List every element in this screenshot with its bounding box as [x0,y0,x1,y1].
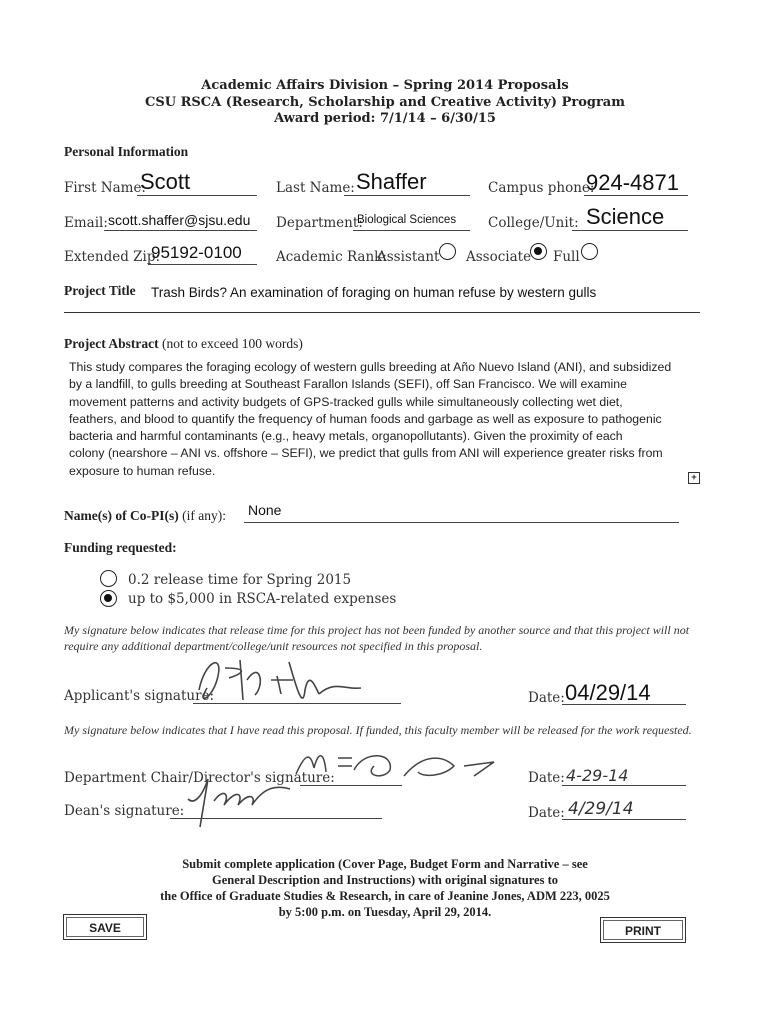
chair-signature-label: Department Chair/Director's signature: [64,770,335,786]
college-unit-label: College/Unit: [488,215,579,231]
funding-requested-label: Funding requested: [64,540,177,555]
form-title: Academic Affairs Division – Spring 2014 Proposals [201,78,569,93]
last-name-value: Shaffer [356,169,427,194]
co-pi-value: None [248,502,282,518]
first-name-label: First Name: [64,180,146,196]
abstract-line: exposure to human refuse. [69,463,216,478]
applicant-date-value: 04/29/14 [565,680,651,705]
abstract-line: bacteria and harmful contaminants (e.g., heavy metals, organopollutants). Given the proximity of each [69,429,623,444]
first-name-value: Scott [140,169,191,194]
submission-instructions-line4: by 5:00 p.m. on Tuesday, April 29, 2014. [278,905,492,919]
applicant-signature-scrawl-icon [185,650,375,710]
funding-release-time-radio[interactable] [100,570,117,587]
applicant-date-label: Date: [528,690,565,706]
dean-date-label: Date: [528,805,565,821]
expand-field-icon[interactable]: + [688,472,700,484]
abstract-line: colony (nearshore – ANI vs. offshore – SEFI), we predict that gulls from ANI will experience greater risks from [69,446,663,461]
co-pi-heading [64,508,226,524]
chair-signature-field[interactable] [300,768,402,786]
email-label: Email: [64,215,108,231]
rank-associate-radio[interactable] [530,243,547,260]
submission-instructions-line1: Submit complete application (Cover Page, Budget Form and Narrative – see [182,857,588,871]
project-abstract-note: (not to exceed 100 words) [161,336,303,351]
chair-date-field[interactable] [562,768,686,786]
campus-phone-value: 924-4871 [586,170,679,195]
email-field[interactable] [104,213,257,231]
chair-date-value: 4-29-14 [566,766,629,785]
chair-date-label: Date: [528,770,565,786]
last-name-field[interactable] [344,169,470,196]
dean-signature-label: Dean's signature: [64,803,185,819]
rank-full-label: Full [553,249,580,265]
department-value: Biological Sciences [357,214,457,226]
save-button-label: SAVE [66,917,144,937]
department-label: Department: [276,215,363,231]
approval-statement: My signature below indicates that I have read this proposal. If funded, this faculty member will be released for the work requested. [64,723,692,737]
academic-rank-label: Academic Rank: [276,249,387,265]
dean-date-value: 4/29/14 [568,799,634,819]
rank-assistant-radio[interactable] [439,243,456,260]
project-title-field[interactable]: Trash Birds? An examination of foraging on human refuse by western gulls [151,285,597,300]
dean-date-field[interactable] [562,799,686,820]
co-pi-note: (if any): [182,508,226,523]
department-field[interactable] [353,213,470,231]
college-unit-field[interactable] [572,204,688,231]
project-abstract-label: Project Abstract [64,336,159,351]
first-name-field[interactable] [137,169,257,196]
project-abstract-heading [64,336,303,352]
email-value: scott.shaffer@sjsu.edu [108,212,251,228]
applicant-signature-label: Applicant's signature: [64,688,215,704]
release-statement: My signature below indicates that release time for this project has not been funded by another source and that this project will not require any additional department/college/unit resources not specified in this proposal. [64,623,690,653]
project-abstract-field[interactable] [69,359,709,480]
award-period: Award period: 7/1/14 – 6/30/15 [274,111,496,126]
extended-zip-value: 95192-0100 [151,243,242,262]
section-personal-information: Personal Information [64,144,189,159]
applicant-signature-field[interactable] [193,686,401,704]
last-name-label: Last Name: [276,180,355,196]
divider [64,312,700,313]
extended-zip-field[interactable] [148,243,257,265]
co-pi-field[interactable] [244,502,679,523]
save-button[interactable] [63,914,147,940]
rank-associate-label: Associate [466,249,532,265]
submission-instructions-line3: the Office of Graduate Studies & Research, in care of Jeanine Jones, ADM 223, 0025 [160,889,610,903]
funding-expenses-radio[interactable] [100,590,117,607]
abstract-line: by a landfill, to gulls breeding at Southeast Farallon Islands (SEFI), off San Francisco. We will examine [69,377,627,392]
abstract-line: movement patterns and activity budgets of GPS-tracked gulls while simultaneously collecting wet diet, [69,394,623,409]
rank-full-radio[interactable] [581,243,598,260]
dean-signature-field[interactable] [170,801,382,819]
dean-signature-scrawl-icon [180,777,310,833]
program-title: CSU RSCA (Research, Scholarship and Creative Activity) Program [145,95,625,110]
abstract-line: This study compares the foraging ecology of western gulls breeding at Año Nuevo Island (ANI), and subsidized [69,360,672,374]
co-pi-label: Name(s) of Co-PI(s) [64,508,179,523]
campus-phone-label: Campus phone: [488,180,595,196]
chair-signature-scrawl-icon [294,746,504,786]
rank-assistant-label: Assistant [377,249,440,265]
campus-phone-field[interactable] [584,170,688,196]
funding-expenses-label: up to $5,000 in RSCA-related expenses [128,591,397,607]
college-unit-value: Science [586,204,665,229]
abstract-line: feathers, and blood to quantify the frequency of human foods and garbage as well as exposure to pathogenic [69,411,662,426]
applicant-date-field[interactable] [562,680,686,705]
print-button-label: PRINT [603,920,683,940]
extended-zip-label: Extended Zip: [64,249,161,265]
funding-release-time-label: 0.2 release time for Spring 2015 [128,572,352,588]
project-title-label: Project Title [64,283,136,298]
print-button[interactable] [600,917,686,943]
submission-instructions-line2: General Description and Instructions) with original signatures to [212,873,558,887]
